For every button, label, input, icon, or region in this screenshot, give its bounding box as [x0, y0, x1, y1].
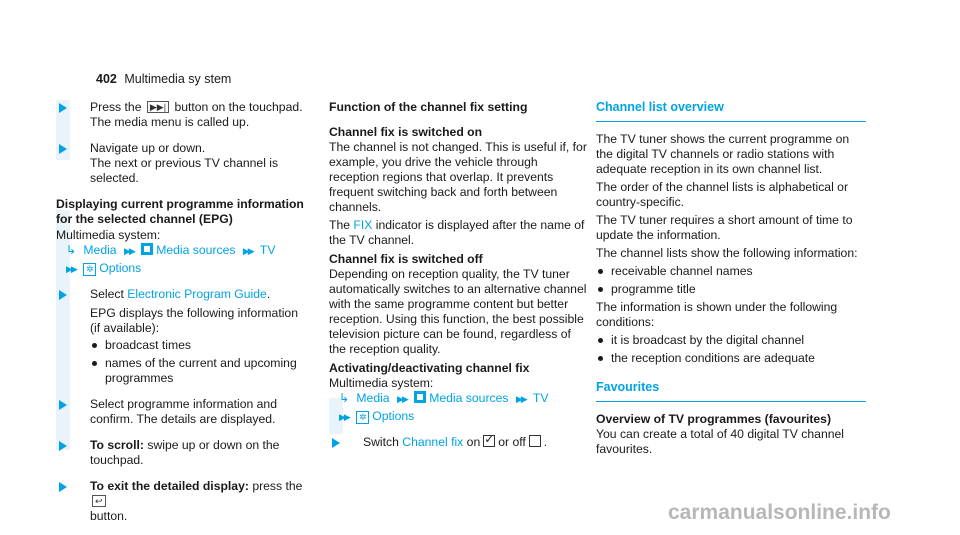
subheading-activate: Activating/deactivating channel fix [329, 361, 530, 375]
chevron-right-icon: ▶▶ [123, 246, 134, 256]
section-title: Multimedia sy stem [124, 72, 232, 86]
step-press-button: Press the ▶▶| button on the touchpad. The media menu is called up. [56, 100, 306, 130]
step-arrow-icon [59, 290, 67, 300]
chevron-right-icon: ▶▶ [396, 394, 407, 404]
gear-icon: ✲ [356, 411, 369, 424]
page-header [96, 72, 231, 87]
step-scroll: To scroll: swipe up or down on the touchpad. [56, 438, 306, 468]
path-tv[interactable]: TV [259, 243, 276, 257]
path-options[interactable]: Options [99, 261, 142, 275]
path-options[interactable]: Options [372, 409, 415, 423]
step-select-epg: Select Electronic Program Guide. EPG displays the following information (if available): broadcast times names of the current and upcoming programmes [56, 287, 306, 386]
column-right: Channel list overview The TV tuner shows the current programme on the digital TV channels or radio stations with adequate reception in its own channel list. The order of the channel lists is alphabetical or country-specific. The TV tuner requires a short amount of time to update the information. The channel lists show the following information: receivable channel names programme title The information is shown under the following conditions: it is broadcast by the digital channel the reception conditions are adequate Favourites Overview of TV programmes (favourites) You can create a total of 40 digital TV channel favourites. [596, 100, 866, 460]
checkbox-checked-icon [483, 435, 495, 447]
menu-path [56, 243, 306, 259]
chevron-right-icon: ▶▶ [339, 412, 349, 422]
step-arrow-icon [59, 441, 67, 451]
menu-path-cont [329, 409, 591, 425]
column-middle: Function of the channel fix setting Channel fix is switched on The channel is not changed. This is useful if, for example, you drive the vehicle through reception regions that overlap. It prevents frequent switching back and forth between channels. The FIX indicator is displayed after the name of the TV channel. Channel fix is switched off Depending on reception quality, the TV tuner automatically switches to an alternative channel with the same programme content but better reception. Using this function, the best possible television picture can be found, regardless of the reception quality. Activating/deactivating channel fix Multimedia system: ↳ Media ▶▶ Media sources ▶▶ TV ▶▶ ✲ Options Switch Channel fix on✓ or off . [329, 100, 591, 461]
path-media[interactable]: Media [83, 243, 117, 257]
channel-fix-heading: Function of the channel fix setting [329, 100, 528, 114]
path-media-sources[interactable]: Media sources [429, 391, 509, 405]
subheading-off: Channel fix is switched off [329, 252, 483, 266]
step-exit: To exit the detailed display: press the ↩ button. [56, 479, 306, 524]
subheading-on: Channel fix is switched on [329, 125, 483, 139]
step-arrow-icon [59, 103, 67, 113]
path-start-icon: ↳ [66, 243, 77, 257]
media-sources-icon [141, 243, 153, 255]
conditions-list [596, 333, 866, 366]
menu-path-cont [56, 261, 306, 277]
list-item: names of the current and upcoming programmes [90, 356, 306, 386]
path-media-sources[interactable]: Media sources [156, 243, 236, 257]
checkbox-empty-icon [529, 435, 541, 447]
list-item: receivable channel names [596, 264, 866, 279]
step-arrow-icon [332, 438, 340, 448]
chevron-right-icon: ▶▶ [66, 264, 76, 274]
link-channel-fix[interactable]: Channel fix [402, 435, 464, 449]
gear-icon: ✲ [83, 263, 96, 276]
list-item: broadcast times [90, 338, 306, 353]
path-start-icon: ↳ [339, 391, 350, 405]
step-navigate: Navigate up or down. The next or previous TV channel is selected. [56, 141, 306, 186]
step-confirm: Select programme information and confirm. The details are displayed. [56, 397, 306, 427]
list-item: programme title [596, 282, 866, 297]
media-sources-icon [414, 391, 426, 403]
path-media[interactable]: Media [356, 391, 390, 405]
favourites-subheading: Overview of TV programmes (favourites) [596, 412, 832, 426]
back-icon: ↩ [92, 495, 106, 507]
page-number: 402 [96, 72, 117, 86]
path-tv[interactable]: TV [532, 391, 549, 405]
section-favourites: Favourites [596, 380, 866, 402]
epg-heading: Displaying current programme information for the selected channel (EPG) [56, 197, 304, 226]
fix-indicator: FIX [353, 218, 373, 232]
column-left [56, 100, 306, 535]
skip-forward-icon: ▶▶| [147, 101, 169, 113]
watermark-text: carmanualsonline.info [668, 501, 891, 524]
system-label: Multimedia system: [56, 228, 161, 242]
list-item: the reception conditions are adequate [596, 351, 866, 366]
section-channel-list: Channel list overview [596, 100, 866, 122]
system-label: Multimedia system: [329, 376, 434, 390]
step-arrow-icon [59, 482, 67, 492]
step-arrow-icon [59, 400, 67, 410]
epg-info-list [90, 338, 306, 386]
step-switch-channel-fix: Switch Channel fix on✓ or off . [329, 435, 591, 450]
channel-info-list [596, 264, 866, 297]
link-epg[interactable]: Electronic Program Guide [127, 287, 267, 301]
chevron-right-icon: ▶▶ [515, 394, 526, 404]
menu-path [329, 391, 591, 407]
chevron-right-icon: ▶▶ [242, 246, 253, 256]
step-arrow-icon [59, 144, 67, 154]
list-item: it is broadcast by the digital channel [596, 333, 866, 348]
